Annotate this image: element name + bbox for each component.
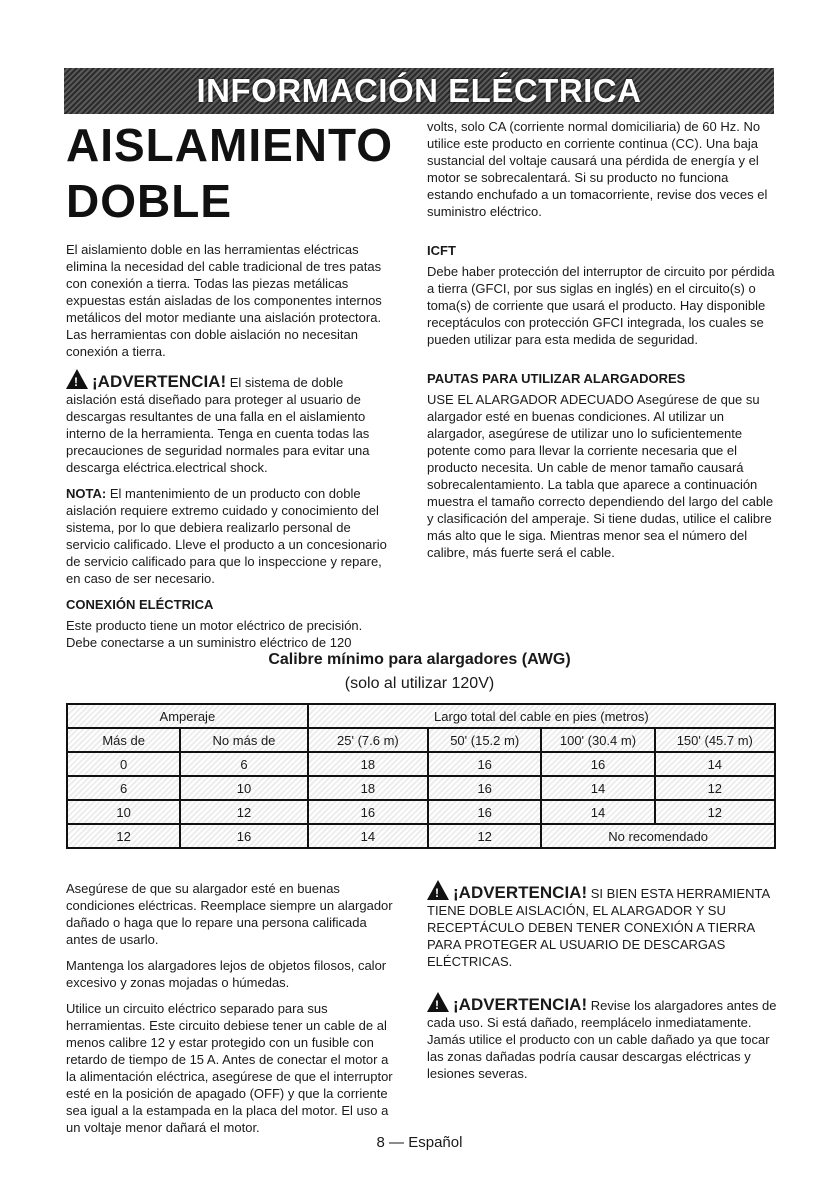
title-line-1: AISLAMIENTO: [66, 119, 394, 171]
continued-paragraph: volts, solo CA (corriente normal domiciliaria) de 60 Hz. No utilice este producto en corriente continua (CC). Una baja sustancial del voltaje causará una pérdida de energía y el motor se sobrecalentará. Si su producto no funciona estando enchufado a un tomacorriente, revise dos veces el suministro eléctrico.: [427, 119, 768, 219]
table-cell: 18: [308, 752, 428, 776]
table-subtitle: (solo al utilizar 120V): [344, 675, 495, 692]
table-cell: 10: [67, 800, 180, 824]
conexion-heading: CONEXIÓN ELÉCTRICA: [66, 597, 214, 612]
table-cell: 14: [308, 824, 428, 848]
warning-triangle-icon: [427, 992, 449, 1012]
note-text: El mantenimiento de un producto con doble aislación requiere extremo cuidado y conocimiento del sistema, por lo que debiera realizarlo personal de servicio calificado. Lleve el producto a un concesionario de servicio calificado para que lo inspeccione y repare, en caso de ser necesario.: [66, 486, 387, 586]
icft-heading: ICFT: [427, 243, 456, 258]
table-title: Calibre mínimo para alargadores (AWG): [268, 651, 571, 668]
right-column-top: [427, 118, 777, 570]
table-cell: 12: [67, 824, 180, 848]
conexion-text: Este producto tiene un motor eléctrico de precisión. Debe conectarse a un suministro eléctrico de 120: [66, 618, 363, 650]
left-column-top: [66, 117, 396, 660]
col-header: 50' (15.2 m): [428, 728, 541, 752]
table-cell: 0: [67, 752, 180, 776]
warning-word: ¡ADVERTENCIA!: [453, 995, 588, 1014]
table-cell: 18: [308, 776, 428, 800]
cord-condition-paragraph: Asegúrese de que su alargador esté en buenas condiciones eléctricas. Reemplace siempre un alargador dañado o haga que lo repare una persona calificada antes de usarlo.: [66, 881, 393, 947]
table-header-row: [67, 704, 775, 728]
table-cell: 12: [180, 800, 307, 824]
page-footer: 8 — Español: [376, 1134, 463, 1151]
warning-paragraph: [66, 369, 396, 476]
col-header: Más de: [67, 728, 180, 752]
title-line-2: DOBLE: [66, 175, 232, 227]
warning-triangle-icon: [427, 880, 449, 900]
pautas-heading: PAUTAS PARA UTILIZAR ALARGADORES: [427, 371, 686, 386]
col-header: 100' (30.4 m): [541, 728, 654, 752]
awg-table: [66, 703, 776, 849]
grounding-warning-text: SI BIEN ESTA HERRAMIENTA TIENE DOBLE AISLACIÓN, EL ALARGADOR Y SU RECEPTÁCULO DEBEN TENER CONEXIÓN A TIERRA PARA PROTEGER AL USUARIO DE DESCARGAS ELÉCTRICAS.: [427, 886, 770, 969]
separate-circuit-paragraph: Utilice un circuito eléctrico separado para sus herramientas. Este circuito debiese tener un cable de al menos calibre 12 y estar protegido con un fusible con retardo de tiempo de 15 A. Antes de conectar el motor a la alimentación eléctrica, asegúrese de que el interruptor esté en la posición de apagado (OFF) y que la corriente sea igual a la estampada en la placa del motor. El uso a un voltaje menor dañará el motor.: [66, 1001, 393, 1135]
warning-triangle-icon: [66, 369, 88, 389]
table-cell: 16: [541, 752, 654, 776]
note-label: NOTA:: [66, 486, 107, 501]
table-cell: 6: [180, 752, 307, 776]
table-row: [67, 776, 775, 800]
table-cell: 10: [180, 776, 307, 800]
table-cell: 16: [428, 752, 541, 776]
inspection-warning-text: Revise los alargadores antes de cada uso. Si está dañado, reemplácelo inmediatamente. Jamás utilice el producto con un cable dañado ya que tocar las zonas dañadas podría causar descargas eléctricas y lesiones severas.: [427, 998, 777, 1081]
table-row: [67, 800, 775, 824]
col-header: 150' (45.7 m): [655, 728, 775, 752]
header-amperaje: Amperaje: [67, 704, 308, 728]
inspection-warning: [427, 992, 777, 1082]
double-insulation-title: [66, 117, 396, 229]
warning-text: El sistema de doble aislación está diseñado para proteger al usuario de descargas resultantes de una falla en el aislamiento interno de la herramienta. Tenga en cuenta todas las precauciones de seguridad normales para evitar una descarga eléctrica.electrical shock.: [66, 375, 370, 475]
banner-title: INFORMACIÓN ELÉCTRICA: [196, 72, 642, 109]
left-column-bottom: [66, 880, 401, 1145]
table-cell: 16: [428, 776, 541, 800]
table-subheader-row: [67, 728, 775, 752]
table-cell: 16: [428, 800, 541, 824]
table-cell: 12: [655, 776, 775, 800]
table-row: [67, 824, 775, 848]
table-cell: 16: [308, 800, 428, 824]
table-cell-not-recommended: No recomendado: [541, 824, 775, 848]
col-header: 25' (7.6 m): [308, 728, 428, 752]
icft-text: Debe haber protección del interruptor de circuito por pérdida a tierra (GFCI, por sus siglas en inglés) en el circuito(s) o toma(s) de corriente que usará el producto. Hay disponible receptáculos con protección GFCI integrada, los cuales se pueden utilizar para esta medida de seguridad.: [427, 264, 775, 347]
table-cell: 14: [541, 776, 654, 800]
col-header: No más de: [180, 728, 307, 752]
grounding-warning: [427, 880, 777, 970]
table-cell: 12: [428, 824, 541, 848]
pautas-text: USE EL ALARGADOR ADECUADO Asegúrese de que su alargador esté en buenas condiciones. Al utilizar un alargador, asegúrese de utilizar uno lo suficientemente potente como para llevar la corriente necesaria que el producto necesita. Un cable de menor tamaño causará sobrecalentamiento. La tabla que aparece a continuación muestra el tamaño correcto dependiendo del largo del cable y clasificación del amperaje. Si tiene dudas, utilice el calibre más alto que le siga. Mientras menor sea el número del calibre, más fuerte será el cable.: [427, 392, 774, 560]
header-largo: Largo total del cable en pies (metros): [308, 704, 775, 728]
note-paragraph: [66, 485, 396, 587]
right-column-bottom: [427, 880, 777, 1091]
section-banner: [64, 68, 774, 114]
warning-word: ¡ADVERTENCIA!: [92, 372, 227, 391]
table-cell: 14: [541, 800, 654, 824]
intro-paragraph: El aislamiento doble en las herramientas eléctricas elimina la necesidad del cable tradicional de tres patas con conexión a tierra. Todas las piezas metálicas expuestas están aisladas de los componentes internos metálicos del motor mediante una aislación protectora. Las herramientas con doble aislación no necesitan conexión a tierra.: [66, 242, 382, 359]
table-cell: 6: [67, 776, 180, 800]
cord-keep-away-paragraph: Mantenga los alargadores lejos de objetos filosos, calor excesivo y zonas mojadas o húmedas.: [66, 958, 387, 990]
table-cell: 12: [655, 800, 775, 824]
warning-word: ¡ADVERTENCIA!: [453, 883, 588, 902]
table-row: [67, 752, 775, 776]
table-cell: 14: [655, 752, 775, 776]
table-cell: 16: [180, 824, 307, 848]
